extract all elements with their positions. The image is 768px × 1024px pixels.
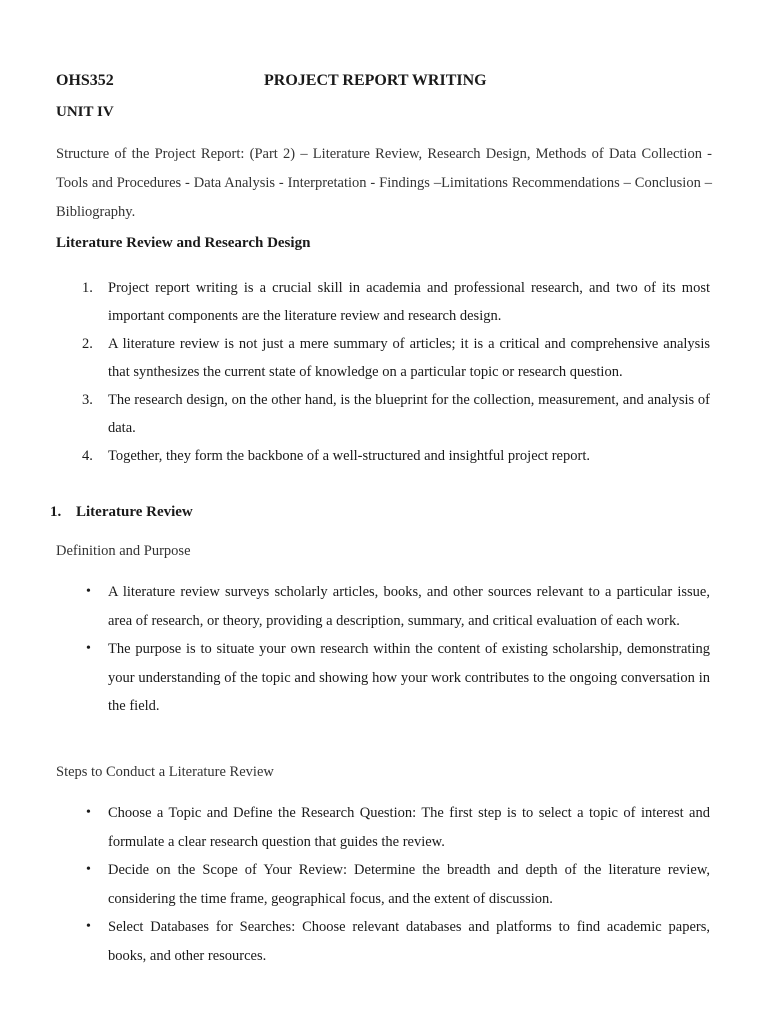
steps-heading: Steps to Conduct a Literature Review bbox=[56, 764, 274, 780]
section-heading: Literature Review and Research Design bbox=[56, 235, 311, 251]
heading-text: Literature Review bbox=[76, 504, 193, 520]
list-item-text: The research design, on the other hand, is the blueprint for the collection, measurement, and analysis of data. bbox=[108, 392, 710, 436]
list-item-text: A literature review is not just a mere summary of articles; it is a critical and comprehensive analysis that synthesizes the current state of knowledge on a particular topic or research question. bbox=[108, 336, 710, 380]
structure-paragraph: Structure of the Project Report: (Part 2) – Literature Review, Research Design, Methods of Data Collection - Tools and Procedures - Data Analysis - Interpretation - Findings –Limitations Recommendations – Conclusion – Bibliography. bbox=[56, 146, 712, 220]
bullet-item: • Choose a Topic and Define the Research Question: The first step is to select a topic of interest and formulate a clear research question that guides the review. bbox=[108, 799, 710, 856]
list-number: 4. bbox=[82, 448, 93, 464]
list-item bbox=[82, 274, 710, 330]
list-item bbox=[82, 442, 710, 470]
list-number: 1. bbox=[82, 280, 93, 296]
course-code: OHS352 bbox=[56, 72, 114, 89]
bullet-item: • Decide on the Scope of Your Review: Determine the breadth and depth of the literature review, considering the time frame, geographical focus, and the extent of discussion. bbox=[108, 856, 710, 913]
unit-label: UNIT IV bbox=[56, 104, 114, 120]
list-item-text: Together, they form the backbone of a well-structured and insightful project report. bbox=[108, 448, 590, 464]
literature-review-heading bbox=[50, 504, 193, 521]
document-header bbox=[56, 72, 716, 96]
heading-number: 1. bbox=[50, 504, 62, 520]
list-item bbox=[82, 386, 710, 442]
list-item bbox=[82, 330, 710, 386]
bullet-item: • The purpose is to situate your own research within the content of existing scholarship, demonstrating your understanding of the topic and showing how your work contributes to the ongoing conversation in the field. bbox=[108, 635, 710, 721]
definition-bullets bbox=[0, 578, 768, 721]
document-title: PROJECT REPORT WRITING bbox=[264, 72, 487, 89]
bullet-item: • A literature review surveys scholarly articles, books, and other sources relevant to a particular issue, area of research, or theory, providing a description, summary, and critical evaluation of each work. bbox=[108, 578, 710, 635]
list-number: 2. bbox=[82, 336, 93, 352]
bullet-item: • Select Databases for Searches: Choose relevant databases and platforms to find academic papers, books, and other resources. bbox=[108, 913, 710, 970]
numbered-list bbox=[0, 274, 768, 470]
list-item-text: Project report writing is a crucial skill in academia and professional research, and two of its most important components are the literature review and research design. bbox=[108, 280, 710, 324]
definition-heading: Definition and Purpose bbox=[56, 543, 191, 559]
steps-bullets bbox=[0, 799, 768, 970]
list-number: 3. bbox=[82, 392, 93, 408]
